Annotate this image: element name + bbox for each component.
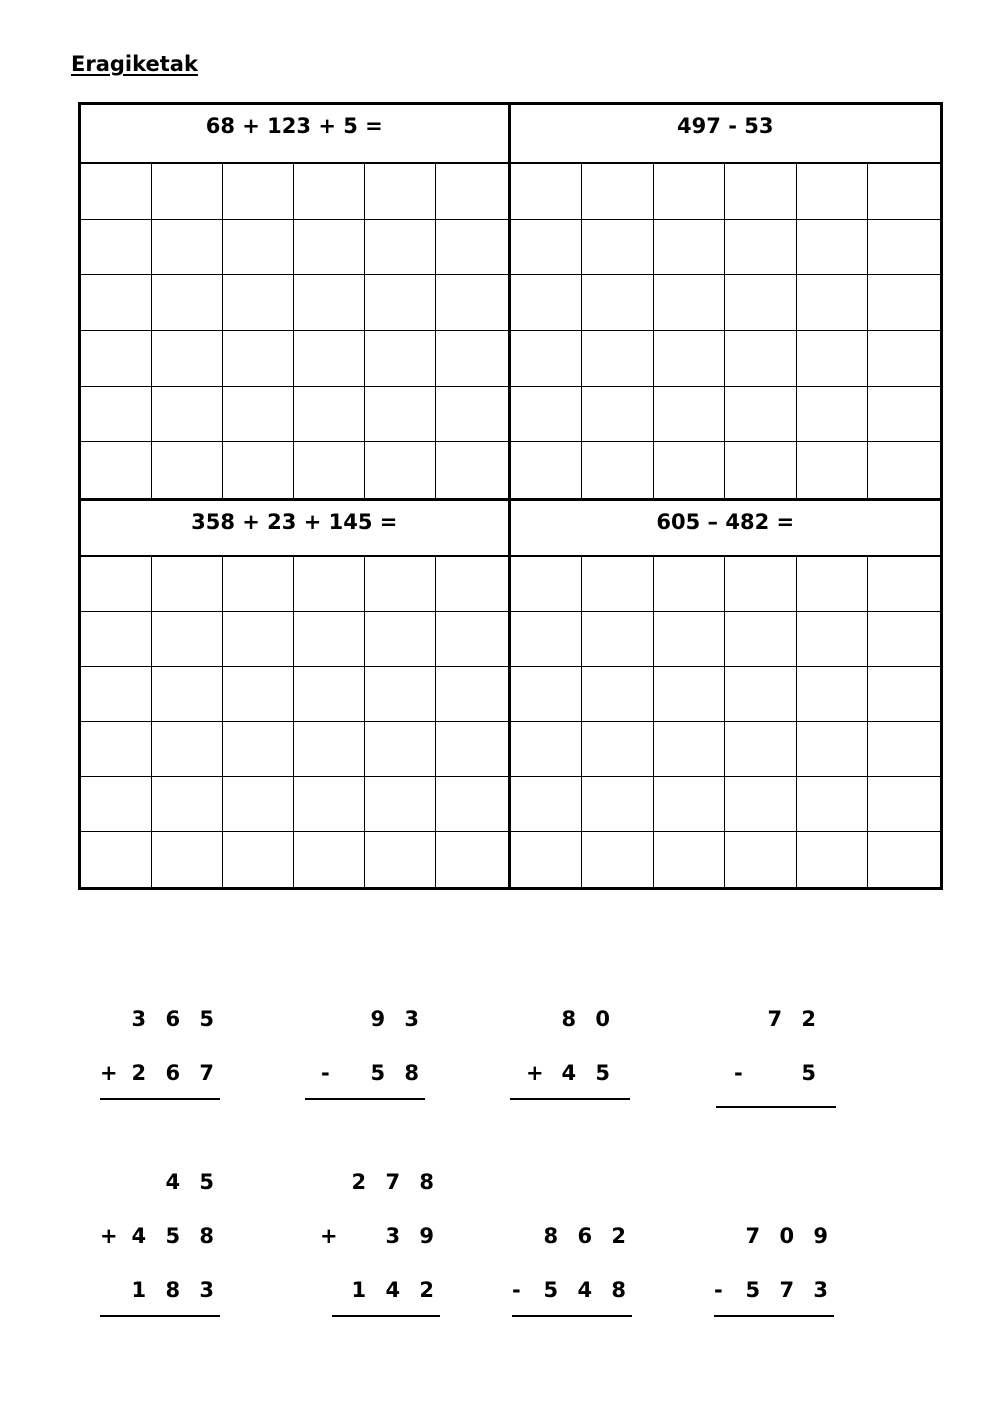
grid-problem-1: 68 + 123 + 5 =	[81, 105, 511, 164]
grid-cell[interactable]	[365, 331, 436, 387]
grid-cell[interactable]	[365, 612, 436, 667]
grid-cell[interactable]	[654, 832, 726, 887]
grid-cell[interactable]	[365, 722, 436, 777]
grid-cell[interactable]	[294, 557, 365, 612]
grid-cell[interactable]	[511, 667, 583, 722]
problem-top-number: 3 6 5	[131, 1007, 220, 1031]
grid-cell[interactable]	[797, 331, 869, 387]
grid-cell[interactable]	[582, 667, 654, 722]
grid-problem-4: 605 – 482 =	[511, 498, 941, 557]
grid-cell[interactable]	[223, 220, 294, 276]
page-title: Eragiketak	[71, 52, 198, 76]
grid-cell[interactable]	[294, 387, 365, 443]
operations-grid	[78, 102, 943, 890]
grid-cell[interactable]	[582, 612, 654, 667]
problem-operand: 5 8	[370, 1061, 425, 1085]
grid-cell[interactable]	[797, 275, 869, 331]
grid-cell[interactable]	[152, 667, 223, 722]
grid-cell[interactable]	[152, 164, 223, 220]
work-grid-1[interactable]	[81, 164, 511, 498]
grid-cell[interactable]	[868, 220, 940, 276]
grid-cell[interactable]	[654, 164, 726, 220]
grid-cell[interactable]	[868, 832, 940, 887]
grid-cell[interactable]	[81, 557, 152, 612]
problem-top-number: 8 6 2	[543, 1224, 632, 1248]
grid-cell[interactable]	[152, 331, 223, 387]
grid-cell[interactable]	[81, 331, 152, 387]
grid-cell[interactable]	[81, 164, 152, 220]
grid-cell[interactable]	[81, 832, 152, 887]
operator-sign: -	[321, 1061, 336, 1085]
grid-cell[interactable]	[582, 331, 654, 387]
grid-cell[interactable]	[582, 777, 654, 832]
grid-cell[interactable]	[868, 387, 940, 443]
problem-top-number: 7 2	[767, 1007, 822, 1031]
grid-cell[interactable]	[436, 220, 507, 276]
grid-cell[interactable]	[81, 387, 152, 443]
grid-cell[interactable]	[511, 557, 583, 612]
grid-cell[interactable]	[582, 275, 654, 331]
grid-cell[interactable]	[81, 612, 152, 667]
grid-cell[interactable]	[365, 832, 436, 887]
grid-cell[interactable]	[725, 275, 797, 331]
grid-cell[interactable]	[81, 777, 152, 832]
problem-operand-row	[320, 1221, 440, 1275]
grid-cell[interactable]	[725, 442, 797, 498]
grid-cell[interactable]	[654, 331, 726, 387]
problem-operand: 4 5 8	[131, 1224, 220, 1248]
problem-top-number: 2 7 8	[351, 1170, 440, 1194]
grid-cell[interactable]	[436, 331, 507, 387]
grid-cell[interactable]	[725, 387, 797, 443]
grid-cell[interactable]	[365, 275, 436, 331]
problem-operand: 4 5	[561, 1061, 616, 1085]
grid-cell[interactable]	[797, 777, 869, 832]
operator-sign: -	[734, 1061, 749, 1085]
grid-cell[interactable]	[152, 442, 223, 498]
grid-cell[interactable]	[294, 442, 365, 498]
work-grid-2[interactable]	[511, 164, 941, 498]
grid-cell[interactable]	[797, 832, 869, 887]
operator-sign: -	[714, 1278, 729, 1302]
problem-top-number: 4 5	[165, 1170, 220, 1194]
grid-cell[interactable]	[511, 220, 583, 276]
grid-cell[interactable]	[725, 331, 797, 387]
grid-cell[interactable]	[436, 557, 507, 612]
grid-cell[interactable]	[365, 220, 436, 276]
grid-cell[interactable]	[223, 442, 294, 498]
grid-cell[interactable]	[868, 667, 940, 722]
grid-cell[interactable]	[436, 777, 507, 832]
problem-operand: 2 6 7	[131, 1061, 220, 1085]
grid-cell[interactable]	[436, 667, 507, 722]
grid-cell[interactable]	[294, 164, 365, 220]
grid-cell[interactable]	[725, 667, 797, 722]
grid-cell[interactable]	[436, 722, 507, 777]
grid-cell[interactable]	[294, 667, 365, 722]
operator-sign: -	[512, 1278, 527, 1302]
grid-cell[interactable]	[436, 164, 507, 220]
problem-operand: 3 9	[385, 1224, 440, 1248]
grid-cell[interactable]	[365, 557, 436, 612]
grid-cell[interactable]	[81, 667, 152, 722]
column-problem-2	[305, 1004, 425, 1114]
grid-cell[interactable]	[365, 777, 436, 832]
grid-cell[interactable]	[654, 722, 726, 777]
problem-operand-row	[100, 1221, 220, 1275]
grid-cell[interactable]	[725, 777, 797, 832]
column-problem-7	[512, 1221, 632, 1331]
grid-cell[interactable]	[511, 387, 583, 443]
problem-operand-row	[305, 1058, 425, 1100]
grid-cell[interactable]	[654, 777, 726, 832]
grid-cell[interactable]	[223, 777, 294, 832]
grid-problem-3: 358 + 23 + 145 =	[81, 498, 511, 557]
grid-cell[interactable]	[868, 557, 940, 612]
grid-cell[interactable]	[294, 220, 365, 276]
grid-cell[interactable]	[511, 164, 583, 220]
grid-cell[interactable]	[152, 722, 223, 777]
grid-cell[interactable]	[294, 832, 365, 887]
grid-cell[interactable]	[511, 442, 583, 498]
grid-cell[interactable]	[582, 832, 654, 887]
grid-cell[interactable]	[152, 557, 223, 612]
grid-cell[interactable]	[797, 387, 869, 443]
grid-cell[interactable]	[868, 164, 940, 220]
problem-operand: 5 4 8	[543, 1278, 632, 1302]
grid-cell[interactable]	[223, 667, 294, 722]
grid-cell[interactable]	[582, 387, 654, 443]
grid-cell[interactable]	[582, 164, 654, 220]
problem-top-number: 8 0	[561, 1007, 616, 1031]
grid-cell[interactable]	[152, 612, 223, 667]
column-problem-3	[510, 1004, 630, 1114]
grid-cell[interactable]	[81, 275, 152, 331]
grid-cell[interactable]	[725, 164, 797, 220]
grid-cell[interactable]	[725, 722, 797, 777]
grid-cell[interactable]	[654, 387, 726, 443]
grid-cell[interactable]	[152, 832, 223, 887]
grid-cell[interactable]	[511, 832, 583, 887]
grid-cell[interactable]	[511, 777, 583, 832]
grid-cell[interactable]	[436, 275, 507, 331]
grid-cell[interactable]	[294, 722, 365, 777]
problem-top-number: 7 0 9	[745, 1224, 834, 1248]
grid-cell[interactable]	[797, 220, 869, 276]
grid-cell[interactable]	[797, 612, 869, 667]
problem-operand: 5 7 3	[745, 1278, 834, 1302]
grid-cell[interactable]	[725, 832, 797, 887]
grid-cell[interactable]	[81, 722, 152, 777]
grid-cell[interactable]	[223, 557, 294, 612]
grid-cell[interactable]	[365, 442, 436, 498]
grid-cell[interactable]	[725, 557, 797, 612]
grid-cell[interactable]	[868, 722, 940, 777]
column-problem-5	[100, 1167, 220, 1331]
problem-top-number: 9 3	[370, 1007, 425, 1031]
grid-cell[interactable]	[797, 667, 869, 722]
grid-cell[interactable]	[797, 722, 869, 777]
grid-cell[interactable]	[868, 442, 940, 498]
operator-sign: +	[100, 1061, 124, 1085]
grid-cell[interactable]	[365, 387, 436, 443]
grid-cell[interactable]	[511, 331, 583, 387]
grid-cell[interactable]	[582, 557, 654, 612]
column-problem-6	[320, 1167, 440, 1331]
grid-cell[interactable]	[582, 220, 654, 276]
grid-cell[interactable]	[868, 275, 940, 331]
column-problem-1	[100, 1004, 220, 1114]
grid-cell[interactable]	[365, 164, 436, 220]
problem-operand-row	[716, 1058, 836, 1108]
work-grid-4[interactable]	[511, 557, 941, 887]
grid-cell[interactable]	[223, 832, 294, 887]
grid-cell[interactable]	[223, 331, 294, 387]
grid-cell[interactable]	[152, 777, 223, 832]
grid-cell[interactable]	[81, 442, 152, 498]
operator-sign: +	[100, 1224, 124, 1248]
grid-cell[interactable]	[868, 331, 940, 387]
grid-cell[interactable]	[582, 722, 654, 777]
grid-cell[interactable]	[223, 387, 294, 443]
grid-cell[interactable]	[654, 442, 726, 498]
problem-operand-row	[510, 1058, 630, 1100]
grid-cell[interactable]	[152, 387, 223, 443]
grid-cell[interactable]	[223, 722, 294, 777]
grid-cell[interactable]	[81, 220, 152, 276]
grid-cell[interactable]	[582, 442, 654, 498]
grid-cell[interactable]	[654, 220, 726, 276]
grid-cell[interactable]	[725, 612, 797, 667]
problem-extra-number: 1 8 3	[100, 1275, 220, 1317]
grid-cell[interactable]	[868, 612, 940, 667]
grid-cell[interactable]	[294, 612, 365, 667]
operator-sign: +	[320, 1224, 344, 1248]
problem-operand-row	[100, 1058, 220, 1100]
work-grid-3[interactable]	[81, 557, 511, 887]
grid-cell[interactable]	[152, 275, 223, 331]
grid-cell[interactable]	[436, 387, 507, 443]
grid-cell[interactable]	[223, 275, 294, 331]
grid-cell[interactable]	[152, 220, 223, 276]
operator-sign: +	[526, 1061, 550, 1085]
column-problem-8	[714, 1221, 834, 1331]
grid-cell[interactable]	[294, 275, 365, 331]
grid-cell[interactable]	[654, 612, 726, 667]
problem-extra-number: 1 4 2	[332, 1275, 440, 1317]
grid-cell[interactable]	[436, 612, 507, 667]
grid-cell[interactable]	[223, 612, 294, 667]
grid-cell[interactable]	[654, 557, 726, 612]
grid-cell[interactable]	[294, 331, 365, 387]
grid-cell[interactable]	[797, 442, 869, 498]
grid-cell[interactable]	[868, 777, 940, 832]
grid-cell[interactable]	[511, 275, 583, 331]
grid-cell[interactable]	[365, 667, 436, 722]
problem-operand: 5	[801, 1061, 822, 1085]
grid-cell[interactable]	[725, 220, 797, 276]
grid-cell[interactable]	[654, 667, 726, 722]
grid-cell[interactable]	[511, 722, 583, 777]
problem-operand-row	[714, 1275, 834, 1317]
grid-cell[interactable]	[436, 832, 507, 887]
problem-operand-row	[512, 1275, 632, 1317]
grid-cell[interactable]	[654, 275, 726, 331]
grid-problem-2: 497 - 53	[511, 105, 941, 164]
grid-cell[interactable]	[294, 777, 365, 832]
column-problem-4	[716, 1004, 836, 1114]
grid-cell[interactable]	[797, 557, 869, 612]
grid-cell[interactable]	[436, 442, 507, 498]
grid-cell[interactable]	[223, 164, 294, 220]
grid-cell[interactable]	[797, 164, 869, 220]
grid-cell[interactable]	[511, 612, 583, 667]
